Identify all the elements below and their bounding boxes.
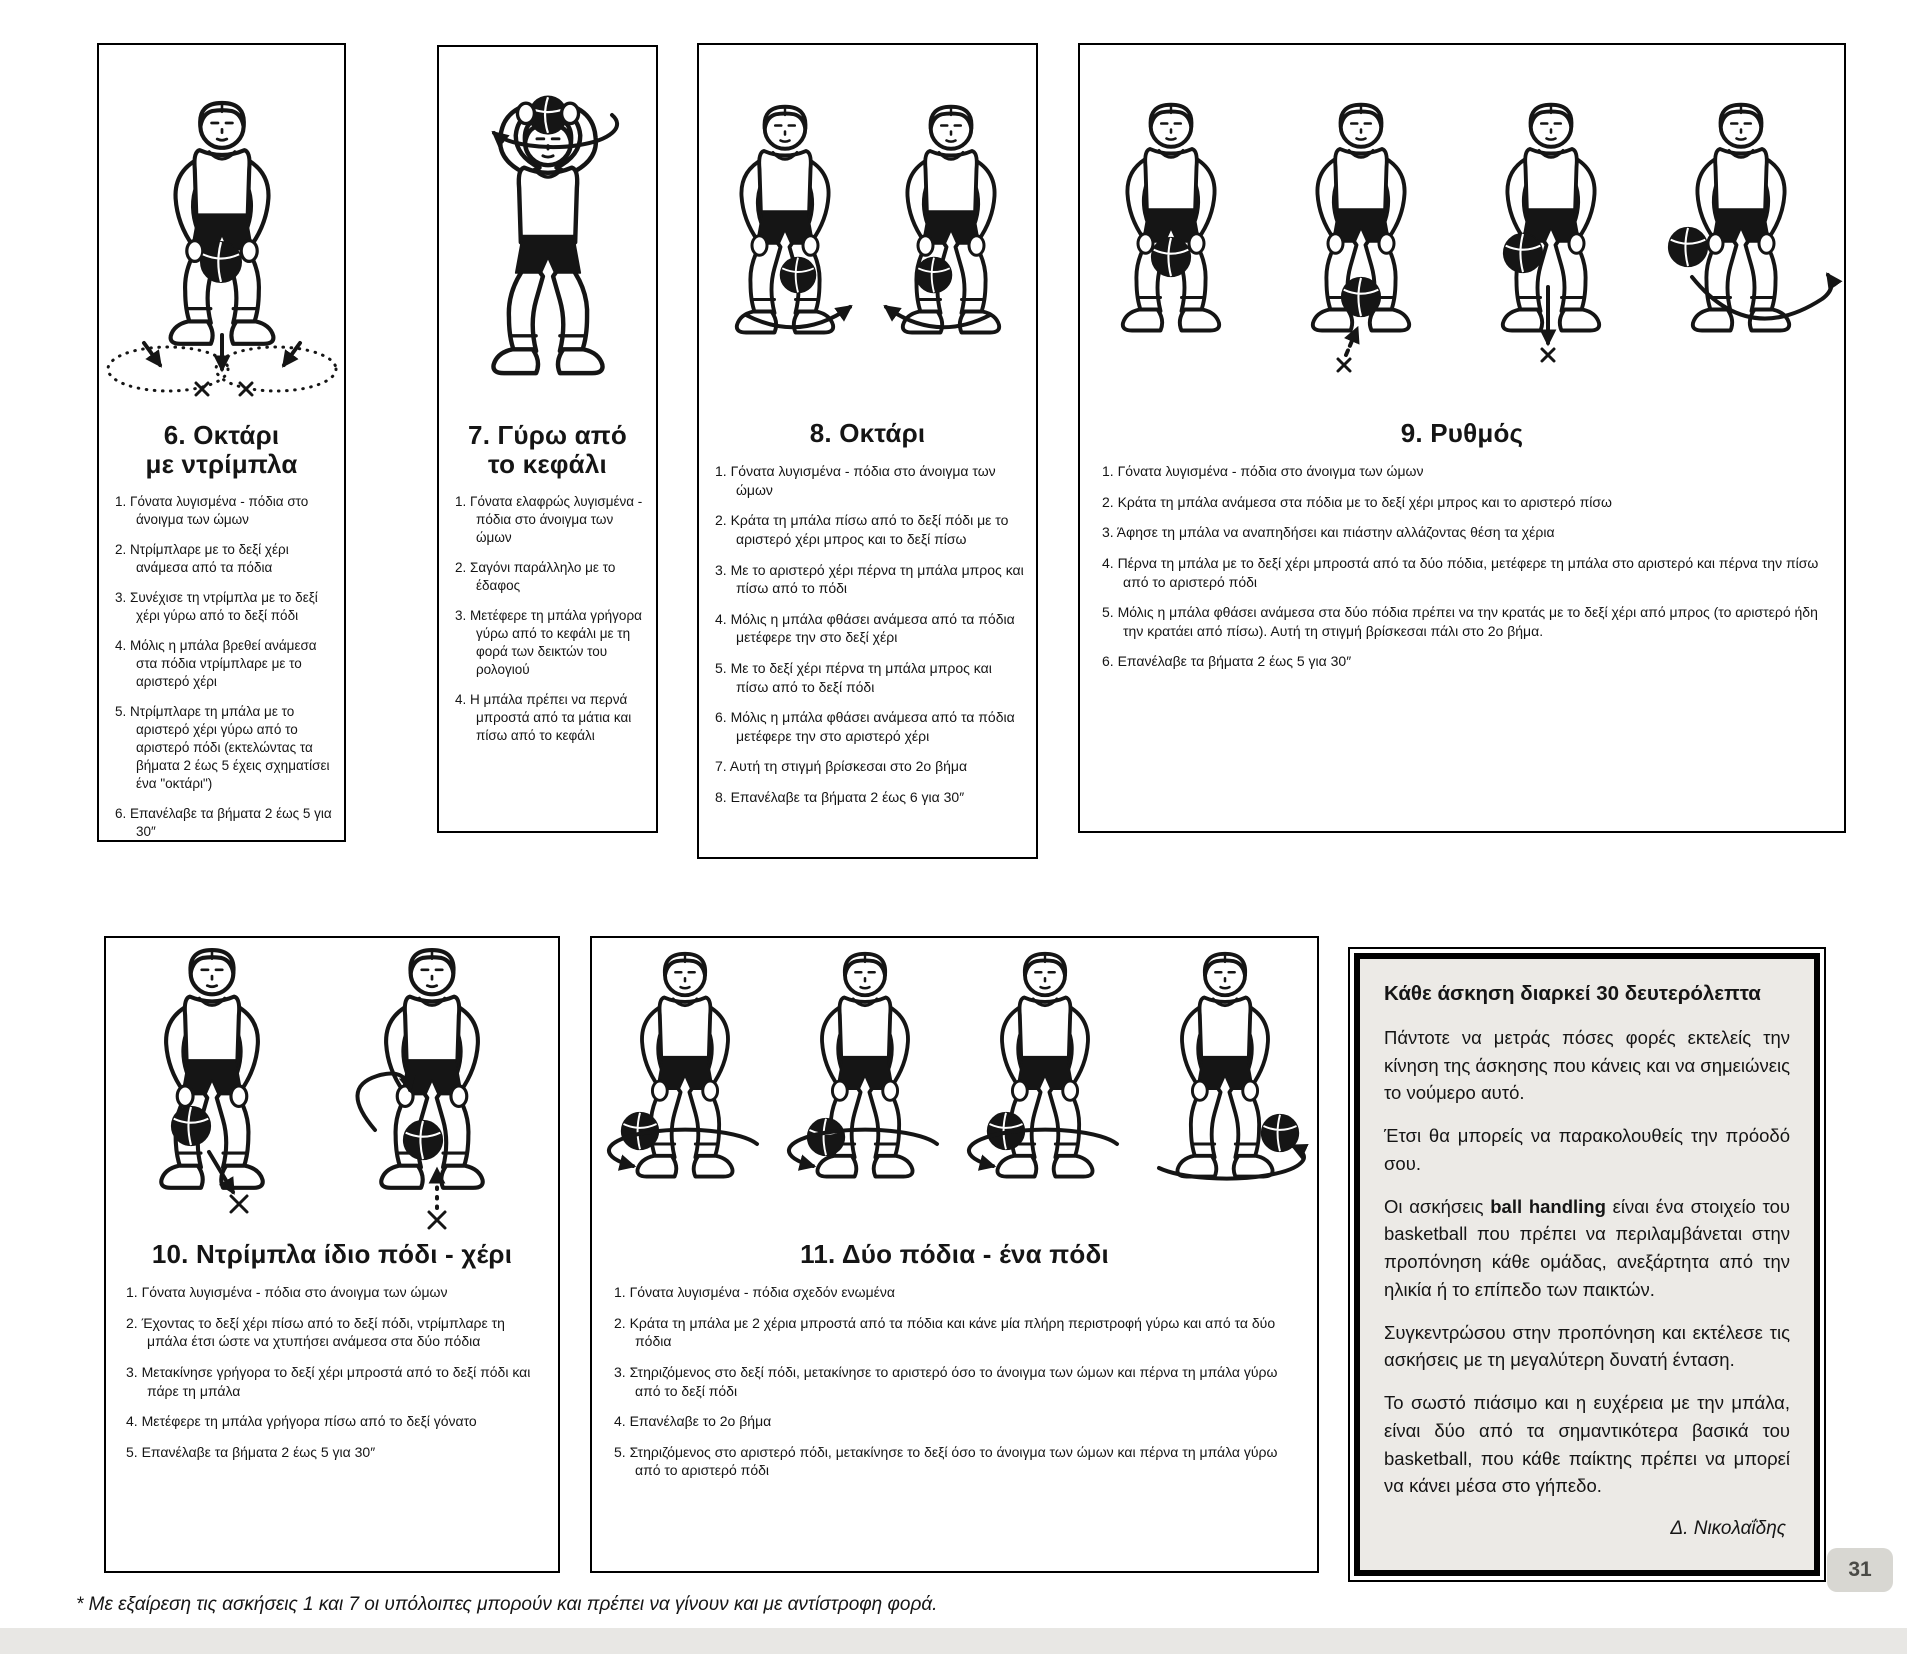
floor-x-mark-icon	[1338, 359, 1350, 371]
info-paragraph: Πάντοτε να μετράς πόσες φορές εκτελείς την κίνηση της άσκησης που κάνεις και να σημειώνεις το νούμερο αυτό.	[1384, 1026, 1790, 1104]
exercise-step: 3. Άφησε τη μπάλα να αναπηδήσει και πιάστην αλλάζοντας θέση τα χέρια	[1102, 524, 1555, 541]
info-box-inner	[1354, 953, 1820, 1576]
page-number-badge: 31	[1827, 1548, 1893, 1592]
basketball-icon	[916, 257, 951, 292]
basketball-icon	[1669, 228, 1708, 267]
exercise-step: 2. Κράτα τη μπάλα πίσω από το δεξί πόδι με το αριστερό χέρι μπρος και το δεξί πίσω	[715, 512, 1009, 547]
exercise-step: 4. Μόλις η μπάλα φθάσει ανάμεσα από τα πόδια μετέφερε την στο δεξί χέρι	[715, 610, 1015, 646]
floor-x-mark-icon	[240, 383, 252, 395]
exercise-6-figure	[100, 47, 344, 419]
exercise-9-card	[1078, 43, 1846, 833]
footnote: * Με εξαίρεση τις ασκήσεις 1 και 7 οι υπόλοιπες μπορούν και πρέπει να γίνουν και με αντίστροφη φορά.	[76, 1594, 938, 1615]
exercise-title-line: 6. Οκτάρι	[163, 420, 280, 450]
exercise-step: 3. Με το αριστερό χέρι πέρνα τη μπάλα μπρος και πίσω από το πόδι	[715, 561, 1024, 597]
exercise-title-line: το κεφάλι	[488, 449, 607, 480]
exercise-11-title: 11. Δύο πόδια - ένα πόδι	[800, 1239, 1109, 1269]
info-paragraph	[1384, 1193, 1790, 1304]
info-paragraph: Το σωστό πιάσιμο και η ευχέρεια με την μπάλα, είναι δύο από τα σημαντικότερα βασικά του basketball, που κάθε παίκτης πρέπει να μπορεί να κάνει μέσα στο γήπεδο.	[1384, 1392, 1790, 1497]
exercise-7-card	[437, 45, 658, 833]
exercise-7-steps	[439, 493, 656, 766]
player-figure	[1693, 105, 1789, 331]
exercise-step: 5. Ντρίμπλαρε τη μπάλα με το αριστερό χέρι γύρω από το αριστερό πόδι (εκτελώντας τα βήματα 2 έως 5 έχεις σχηματίσει ένα "οκτάρι")	[115, 703, 330, 791]
exercise-8-steps	[699, 462, 1036, 829]
exercise-9-title: 9. Ρυθμός	[1400, 418, 1524, 448]
floor-x-mark-icon	[1542, 349, 1554, 361]
exercise-6-illustration	[99, 45, 344, 419]
exercise-9-steps	[1080, 462, 1844, 693]
exercise-10-card	[104, 936, 560, 1573]
exercise-step: 4. Πέρνα τη μπάλα με το δεξί χέρι μπροστά από τα δύο πόδια, μετέφερε τη μπάλα στο αριστερό και πέρνα την πίσω από το αριστερό πόδι	[1102, 554, 1819, 590]
info-box	[1348, 947, 1826, 1582]
exercise-11-illustration	[592, 938, 1317, 1238]
exercise-step: 2. Κράτα τη μπάλα με 2 χέρια μπροστά από τα πόδια και κάνε μία πλήρη περιστροφή γύρω και από τα δύο πόδια	[614, 1314, 1276, 1350]
exercise-step: 3. Μετέφερε τη μπάλα γρήγορα γύρω από το κεφάλι με τη φορά των δεικτών του ρολογιού	[455, 607, 642, 677]
exercise-step: 3. Στηριζόμενος στο δεξί πόδι, μετακίνησε το αριστερό όσο το άνοιγμα των ώμων και πέρνα τη μπάλα γύρω από το δεξί πόδι	[614, 1363, 1278, 1399]
player-figure	[1177, 954, 1272, 1177]
exercise-step: 4. Μόλις η μπάλα βρεθεί ανάμεσα στα πόδια ντρίμπλαρε με το αριστερό χέρι	[115, 637, 317, 689]
loop-arrow-icon	[968, 1130, 1116, 1166]
exercise-title-line: 7. Γύρω από	[468, 420, 627, 450]
exercise-step: 3. Μετακίνησε γρήγορα το δεξί χέρι μπροστά από το δεξί πόδι και πάρε τη μπάλα	[126, 1363, 531, 1399]
player-figure	[902, 107, 998, 333]
exercise-6-steps	[99, 493, 344, 862]
exercise-7-illustration	[439, 47, 656, 419]
exercise-10-illustration	[106, 938, 558, 1238]
exercise-8-figure	[700, 45, 1036, 417]
info-paragraph: Συγκεντρώσου στην προπόνηση και εκτέλεσε τις ασκήσεις με τη μεγαλύτερη δυνατή ένταση.	[1384, 1321, 1790, 1371]
basketball-icon	[404, 1121, 443, 1160]
exercise-step: 2. Σαγόνι παράλληλο με το έδαφος	[455, 560, 616, 594]
exercise-step: 1. Γόνατα ελαφρώς λυγισμένα - πόδια στο άνοιγμα των ώμων	[455, 494, 643, 546]
exercise-6-card	[97, 43, 346, 842]
info-paragraph: Έτσι θα μπορείς να παρακολουθείς την πρόοδό σου.	[1384, 1125, 1790, 1174]
info-text: είναι ένα στοιχείο του basketball που πρέπει να περιλαμβάνεται στην προπόνηση κάθε ομάδας, ανεξάρτητα από την ηλικία ή το επίπεδο των παικτών.	[1384, 1195, 1790, 1300]
exercise-step: 1. Γόνατα λυγισμένα - πόδια στο άνοιγμα των ώμων	[715, 463, 996, 498]
dribble-path-icon	[108, 347, 228, 391]
basketball-icon	[172, 1107, 211, 1146]
exercise-step: 4. Η μπάλα πρέπει να περνά μπροστά από τα μάτια και πίσω από το κεφάλι	[455, 691, 632, 743]
exercise-step: 6. Μόλις η μπάλα φθάσει ανάμεσα από τα πόδια μετέφερε την στο αριστερό χέρι	[715, 709, 1015, 744]
floor-x-mark-icon	[196, 383, 208, 395]
exercise-9-figure	[1080, 45, 1844, 417]
exercise-title-line: με ντρίμπλα	[145, 449, 298, 480]
exercise-9-illustration	[1080, 45, 1844, 417]
info-text: Οι ασκήσεις	[1384, 1195, 1491, 1217]
exercise-11-steps	[592, 1283, 1317, 1502]
exercise-step: 3. Συνέχισε τη ντρίμπλα με το δεξί χέρι γύρω από το δεξί πόδι	[115, 590, 318, 623]
player-figure	[1123, 105, 1219, 331]
info-title: Κάθε άσκηση διαρκεί 30 δευτερόλεπτα	[1384, 982, 1761, 1005]
exercise-step: 7. Αυτή τη στιγμή βρίσκεσαι στο 2ο βήμα	[715, 758, 968, 775]
exercise-10-steps	[106, 1283, 558, 1483]
player-figure	[1503, 105, 1599, 331]
exercise-step: 4. Μετέφερε τη μπάλα γρήγορα πίσω από το δεξί γόνατο	[126, 1413, 477, 1430]
exercise-step: 5. Μόλις η μπάλα φθάσει ανάμεσα στα δύο πόδια πρέπει να την κρατάς με το δεξί χέρι από μπρος (το αριστερό ήδη την κρατάει από πίσω). Αυτή τη στιγμή βρίσκεσαι πάλι στο 2ο βήμα.	[1102, 604, 1818, 639]
exercise-8-title: 8. Οκτάρι	[809, 418, 926, 448]
player-figure	[493, 96, 602, 374]
player-figure	[736, 107, 832, 333]
basketball-icon	[780, 257, 815, 292]
exercise-step: 8. Επανέλαβε τα βήματα 2 έως 6 για 30″	[715, 789, 965, 806]
exercise-step: 1. Γόνατα λυγισμένα - πόδια στο άνοιγμα των ώμων	[126, 1284, 448, 1301]
exercise-11-card	[590, 936, 1319, 1573]
scan-edge-strip	[0, 1628, 1907, 1654]
exercise-step: 2. Κράτα τη μπάλα ανάμεσα στα πόδια με το δεξί χέρι μπρος και το αριστερό πίσω	[1102, 493, 1612, 510]
exercise-step: 6. Επανέλαβε τα βήματα 2 έως 5 για 30″	[115, 805, 332, 839]
floor-x-mark-icon	[231, 1196, 247, 1212]
signature: Δ. Νικολαΐδης	[1670, 1518, 1786, 1539]
exercise-step: 2. Ντρίμπλαρε με το δεξί χέρι ανάμεσα από τα πόδια	[115, 542, 289, 576]
exercise-7-title	[445, 421, 650, 479]
basketball-icon	[1504, 234, 1543, 273]
exercise-10-figure	[107, 940, 557, 1238]
basketball-icon	[1342, 278, 1381, 317]
bounce-arrow-icon	[1346, 329, 1357, 355]
info-text-bold: ball handling	[1490, 1195, 1606, 1217]
dribble-path-icon	[216, 347, 336, 391]
exercise-step: 5. Με το δεξί χέρι πέρνα τη μπάλα μπρος και πίσω από το δεξί πόδι	[715, 659, 992, 695]
player-figure	[170, 103, 273, 344]
exercise-step: 1. Γόνατα λυγισμένα - πόδια σχεδόν ενωμένα	[614, 1284, 895, 1301]
exercise-step: 4. Επανέλαβε το 2ο βήμα	[614, 1413, 772, 1430]
exercise-step: 1. Γόνατα λυγισμένα - πόδια στο άνοιγμα των ώμων	[115, 494, 309, 528]
floor-x-mark-icon	[429, 1212, 445, 1228]
exercise-8-illustration	[699, 45, 1036, 417]
basketball-icon	[1152, 238, 1191, 277]
exercise-10-title: 10. Ντρίμπλα ίδιο πόδι - χέρι	[151, 1239, 513, 1269]
basketball-icon	[200, 242, 240, 282]
exercise-step: 6. Επανέλαβε τα βήματα 2 έως 5 για 30″	[1102, 653, 1352, 670]
exercise-7-figure	[440, 47, 656, 419]
exercise-6-title	[105, 421, 338, 479]
exercise-step: 5. Στηριζόμενος στο αριστερό πόδι, μετακίνησε το δεξί όσο το άνοιγμα των ώμων και πέρνα τη μπάλα γύρω από το αριστερό πόδι	[614, 1443, 1278, 1479]
player-figure	[161, 950, 263, 1188]
exercise-step: 2. Έχοντας το δεξί χέρι πίσω από το δεξί πόδι, ντρίμπλαρε τη μπάλα έτσι ώστε να χτυπήσει ανάμεσα στα δύο πόδια	[126, 1314, 505, 1350]
exercise-step: 1. Γόνατα λυγισμένα - πόδια στο άνοιγμα των ώμων	[1102, 463, 1424, 480]
exercise-8-card	[697, 43, 1038, 859]
exercise-11-figure	[593, 940, 1317, 1238]
motion-arrow-icon	[144, 343, 160, 365]
exercise-step: 5. Επανέλαβε τα βήματα 2 έως 5 για 30″	[126, 1443, 376, 1460]
